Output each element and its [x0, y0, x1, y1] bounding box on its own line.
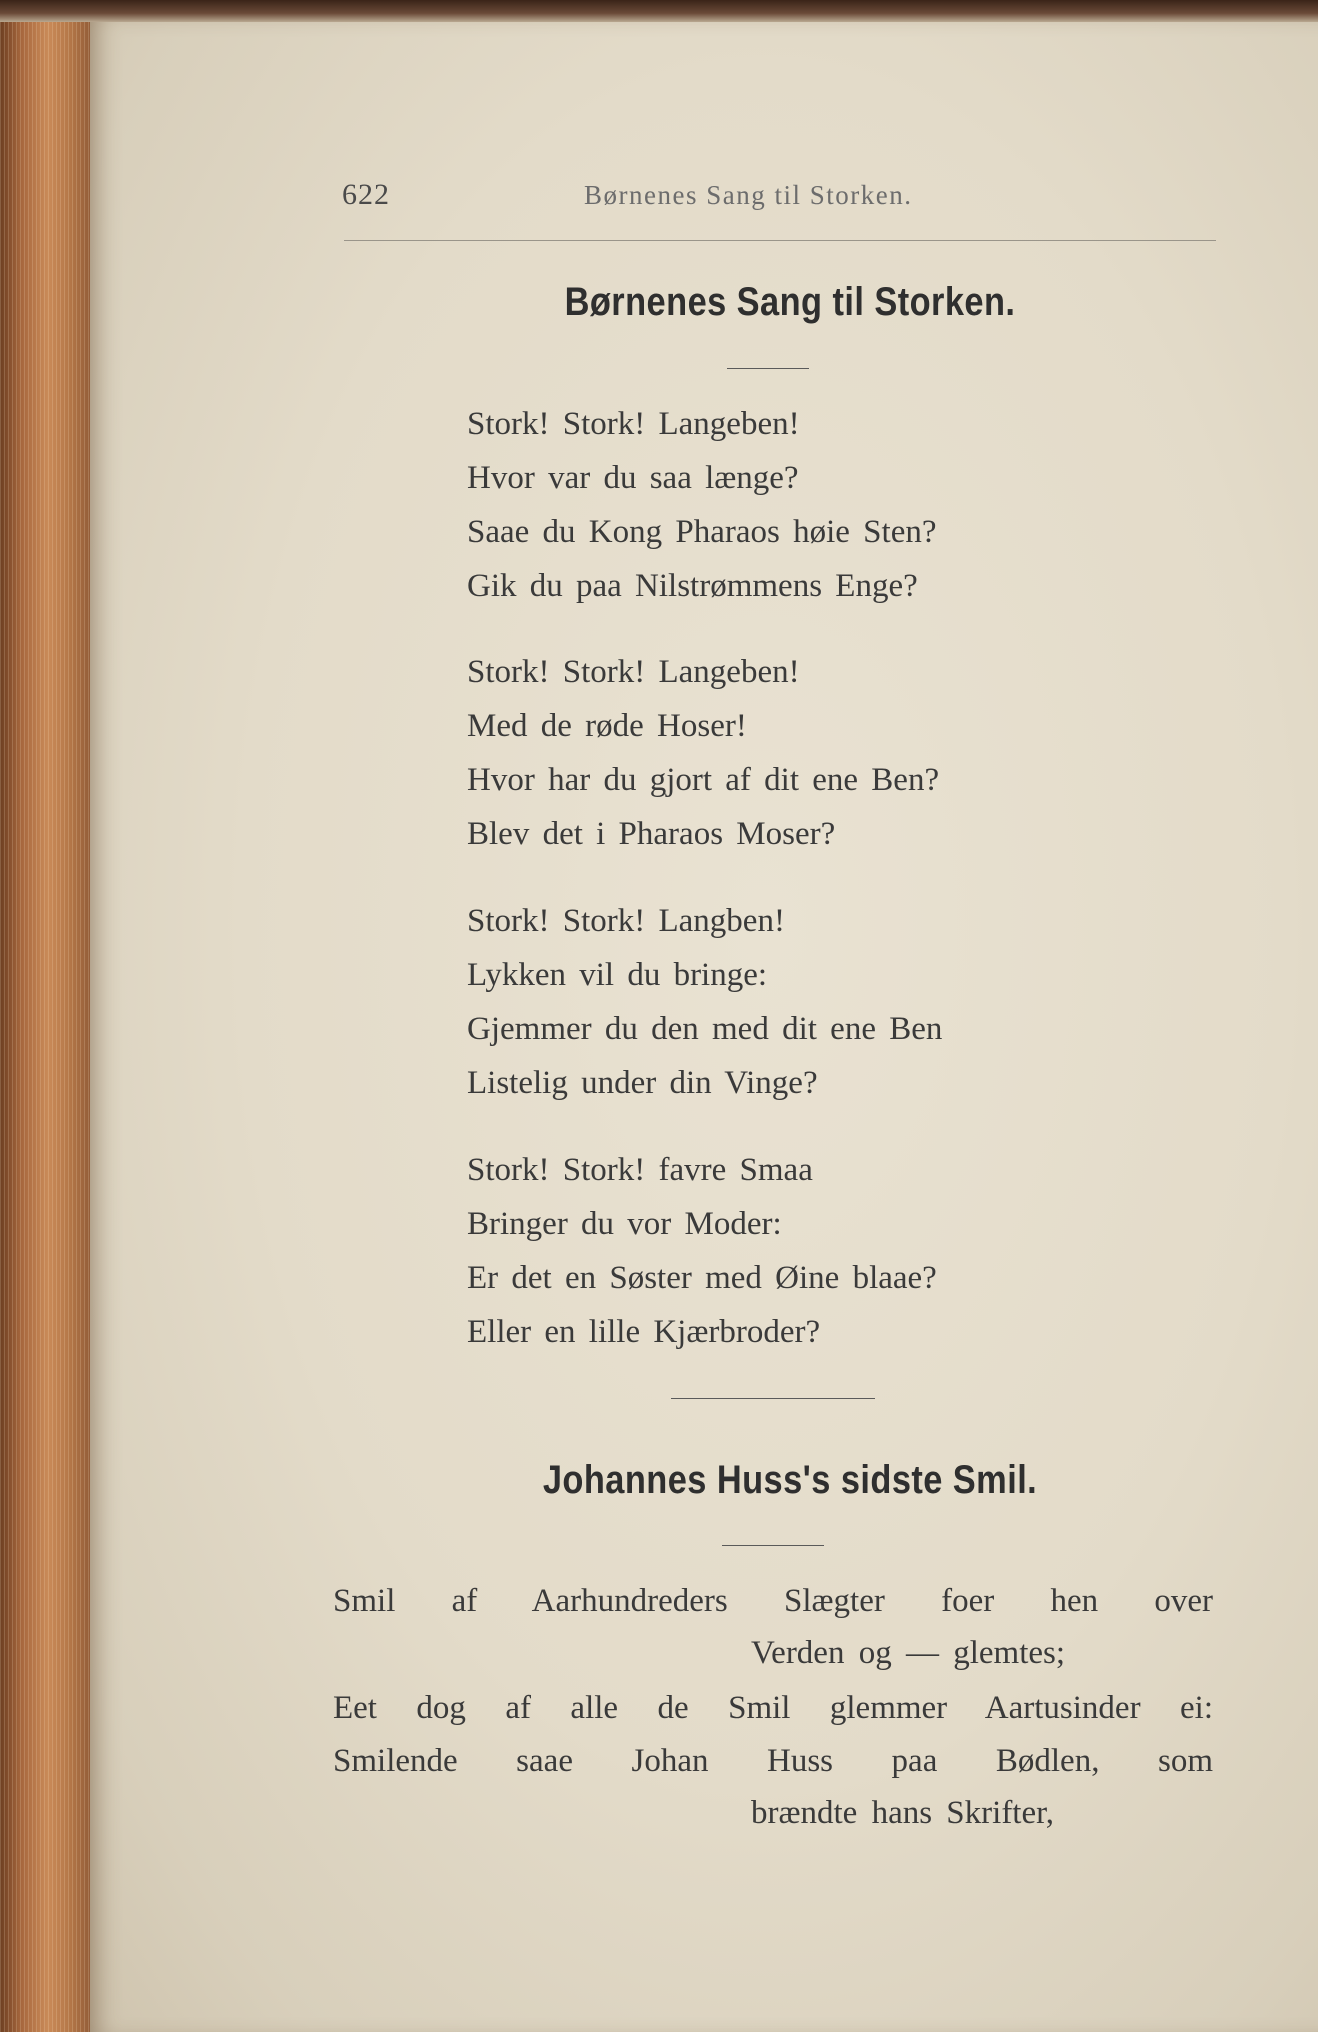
poem-line: Smilende saae Johan Huss paa Bødlen, som: [333, 1743, 1213, 1779]
header-rule: [344, 240, 1216, 241]
poem-line: Stork! Stork! Langeben!: [467, 654, 800, 690]
title-rule: [727, 368, 809, 369]
section-divider: [671, 1398, 875, 1399]
stanza: [467, 1143, 1227, 1359]
poem-line: Bringer du vor Moder:: [467, 1206, 782, 1242]
poem-line: Eller en lille Kjærbroder?: [467, 1314, 821, 1350]
poem-line: Lykken vil du bringe:: [467, 957, 768, 993]
poem-line: Stork! Stork! favre Smaa: [467, 1152, 813, 1188]
page-block-edge: [0, 22, 96, 2032]
stanza: [467, 397, 1227, 613]
page-number: 622: [342, 178, 390, 211]
title-rule: [722, 1545, 824, 1546]
poem-line: Listelig under din Vinge?: [467, 1065, 818, 1101]
poem-line: Med de røde Hoser!: [467, 708, 747, 744]
poem-line: Blev det i Pharaos Moser?: [467, 816, 836, 852]
stanza: [467, 894, 1227, 1110]
poem-title: Johannes Huss's sidste Smil.: [542, 1458, 1038, 1502]
poem-line: Stork! Stork! Langben!: [467, 903, 785, 939]
stanza: [467, 645, 1227, 861]
running-head: Børnenes Sang til Storken.: [584, 180, 913, 210]
poem-line: Hvor var du saa længe?: [467, 460, 799, 496]
poem-line: Eet dog af alle de Smil glemmer Aartusinder ei:: [333, 1690, 1213, 1726]
poem-title: Børnenes Sang til Storken.: [564, 280, 1016, 324]
page-header: [342, 178, 1212, 228]
poem-line: Gik du paa Nilstrømmens Enge?: [467, 568, 918, 604]
poem-line: Hvor har du gjort af dit ene Ben?: [467, 762, 940, 798]
poem-line: brændte hans Skrifter,: [751, 1795, 1055, 1831]
poem-line: Smil af Aarhundreders Slægter foer hen over: [333, 1583, 1213, 1619]
poem-line: Verden og — glemtes;: [751, 1635, 1066, 1671]
poem-line: Stork! Stork! Langeben!: [467, 406, 800, 442]
poem-line: Gjemmer du den med dit ene Ben: [467, 1011, 943, 1047]
poem-line: Er det en Søster med Øine blaae?: [467, 1260, 937, 1296]
book-top-edge: [0, 0, 1318, 22]
poem-line: Saae du Kong Pharaos høie Sten?: [467, 514, 937, 550]
